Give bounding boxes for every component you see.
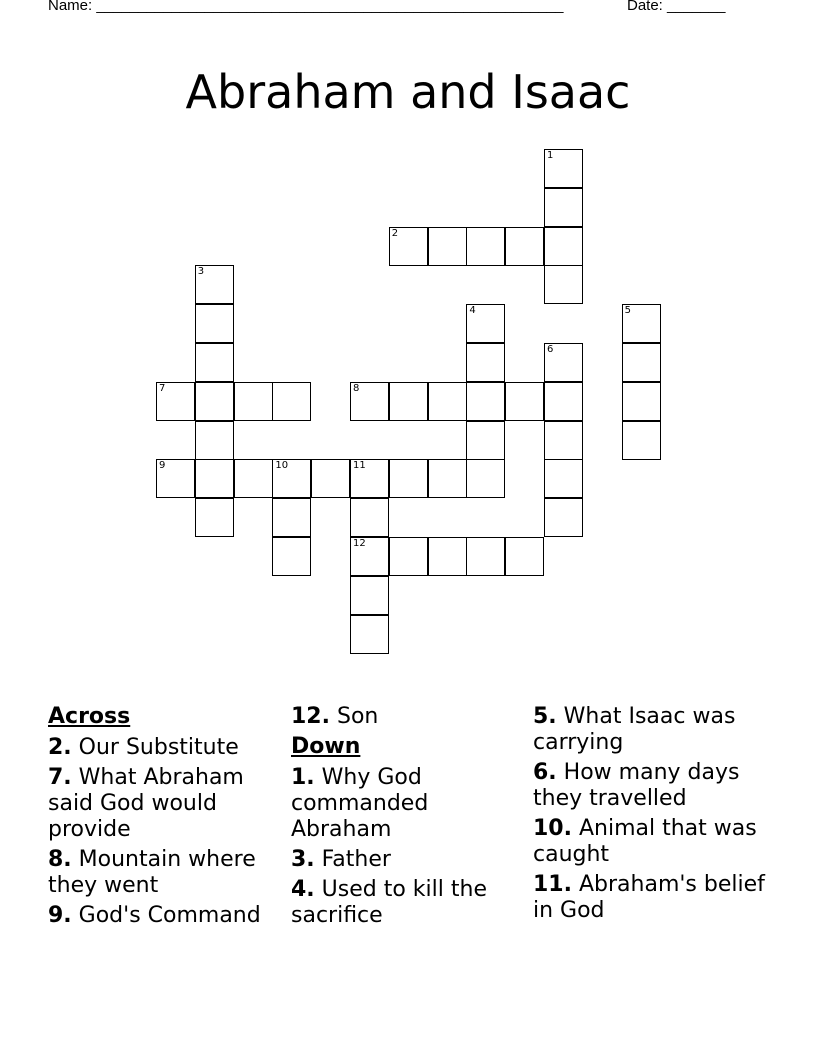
crossword-cell[interactable] [544, 498, 583, 537]
clue-text: God's Command [78, 903, 261, 928]
crossword-cell[interactable] [195, 459, 234, 498]
clues-column-1 [48, 704, 278, 933]
crossword-cell[interactable] [544, 421, 583, 460]
crossword-cell[interactable] [350, 382, 389, 421]
clue-number: 12. [291, 704, 330, 729]
page-title: Abraham and Isaac [185, 64, 631, 119]
clue-number: 3. [291, 847, 315, 872]
crossword-cell[interactable] [466, 227, 505, 266]
crossword-cell[interactable] [544, 188, 583, 227]
name-line[interactable]: Name: ________________________________________________________ [48, 0, 564, 14]
crossword-cell[interactable] [195, 343, 234, 382]
crossword-cell[interactable] [389, 537, 428, 576]
date-line[interactable]: Date: _______ [627, 0, 726, 14]
clue-down-10 [533, 816, 773, 868]
crossword-cell[interactable] [311, 459, 350, 498]
crossword-cell[interactable] [234, 382, 273, 421]
crossword-cell[interactable] [156, 382, 195, 421]
clue-text: Son [336, 704, 379, 729]
crossword-cell[interactable] [622, 382, 661, 421]
clue-number: 9. [48, 903, 72, 928]
crossword-cell[interactable] [428, 382, 467, 421]
crossword-cell[interactable] [466, 537, 505, 576]
crossword-cell[interactable] [505, 227, 544, 266]
clue-down-1 [291, 765, 521, 843]
crossword-cell[interactable] [505, 537, 544, 576]
crossword-cell[interactable] [428, 227, 467, 266]
crossword-cell[interactable] [195, 265, 234, 304]
clue-number: 6. [533, 760, 557, 785]
clue-down-4 [291, 877, 521, 929]
cell-number: 2 [391, 227, 399, 239]
crossword-cell[interactable] [389, 459, 428, 498]
crossword-cell[interactable] [622, 343, 661, 382]
crossword-cell[interactable] [389, 382, 428, 421]
crossword-cell[interactable] [428, 459, 467, 498]
clue-number: 5. [533, 704, 557, 729]
crossword-cell[interactable] [622, 421, 661, 460]
crossword-cell[interactable] [350, 576, 389, 615]
clue-number: 7. [48, 765, 72, 790]
clue-number: 1. [291, 765, 315, 790]
crossword-cell[interactable] [350, 537, 389, 576]
cell-number: 5 [624, 305, 631, 317]
clue-down-11 [533, 872, 773, 924]
cell-number: 11 [353, 460, 366, 472]
crossword-cell[interactable] [195, 498, 234, 537]
cell-number: 6 [547, 344, 554, 355]
clue-number: 10. [533, 816, 572, 841]
cell-number: 12 [353, 538, 366, 549]
crossword-cell[interactable] [234, 459, 273, 498]
clue-text: What Isaac was carrying [533, 704, 736, 755]
cell-number: 4 [469, 305, 476, 317]
crossword-cell[interactable] [466, 304, 505, 343]
clue-number: 8. [48, 847, 72, 872]
crossword-cell[interactable] [350, 498, 389, 537]
clue-across-8 [48, 847, 278, 899]
clue-text: Our Substitute [78, 735, 239, 760]
crossword-cell[interactable] [156, 459, 195, 498]
cell-number: 3 [197, 266, 205, 278]
clue-number: 2. [48, 735, 72, 760]
crossword-cell[interactable] [544, 459, 583, 498]
clue-number: 4. [291, 877, 315, 902]
clue-text: Mountain where they went [48, 847, 256, 898]
crossword-cell[interactable] [350, 459, 389, 498]
cell-number: 8 [353, 382, 360, 394]
down-heading: Down [291, 734, 361, 759]
clue-text: Animal that was caught [533, 816, 757, 867]
crossword-cell[interactable] [428, 537, 467, 576]
clues-column-2 [291, 704, 521, 933]
clues-column-3 [533, 704, 773, 928]
crossword-cell[interactable] [350, 615, 389, 654]
crossword-cell[interactable] [272, 537, 311, 576]
crossword-cell[interactable] [505, 382, 544, 421]
crossword-cell[interactable] [272, 459, 311, 498]
crossword-cell[interactable] [466, 459, 505, 498]
clue-text: How many days they travelled [533, 760, 740, 811]
crossword-cell[interactable] [195, 421, 234, 460]
clue-across-2 [48, 735, 278, 761]
clue-number: 11. [533, 872, 572, 897]
crossword-cell[interactable] [466, 382, 505, 421]
crossword-cell[interactable] [272, 498, 311, 537]
clue-text: Why God commanded Abraham [291, 765, 429, 842]
crossword-cell[interactable] [272, 382, 311, 421]
cell-number: 7 [159, 382, 166, 394]
clue-across-12 [291, 704, 521, 730]
clue-down-3 [291, 847, 521, 873]
clue-text: Abraham's belief in God [533, 872, 765, 923]
clue-across-7 [48, 765, 278, 843]
crossword-cell[interactable] [466, 343, 505, 382]
clue-text: What Abraham said God would provide [48, 765, 244, 842]
crossword-cell[interactable] [466, 421, 505, 460]
crossword-cell[interactable] [195, 382, 234, 421]
clue-text: Used to kill the sacrifice [291, 877, 487, 928]
crossword-cell[interactable] [544, 149, 583, 188]
crossword-cell[interactable] [389, 227, 428, 266]
clue-down-5 [533, 704, 773, 756]
crossword-cell[interactable] [622, 304, 661, 343]
across-heading: Across [48, 704, 131, 729]
crossword-cell[interactable] [195, 304, 234, 343]
clue-text: Father [321, 847, 391, 872]
clue-down-6 [533, 760, 773, 812]
cell-number: 10 [275, 460, 289, 472]
clue-across-9 [48, 903, 278, 929]
cell-number: 1 [547, 150, 554, 161]
cell-number: 9 [159, 460, 166, 472]
crossword-cell[interactable] [544, 382, 583, 421]
crossword-cell[interactable] [544, 227, 583, 266]
crossword-cell[interactable] [544, 343, 583, 382]
crossword-cell[interactable] [544, 265, 583, 304]
